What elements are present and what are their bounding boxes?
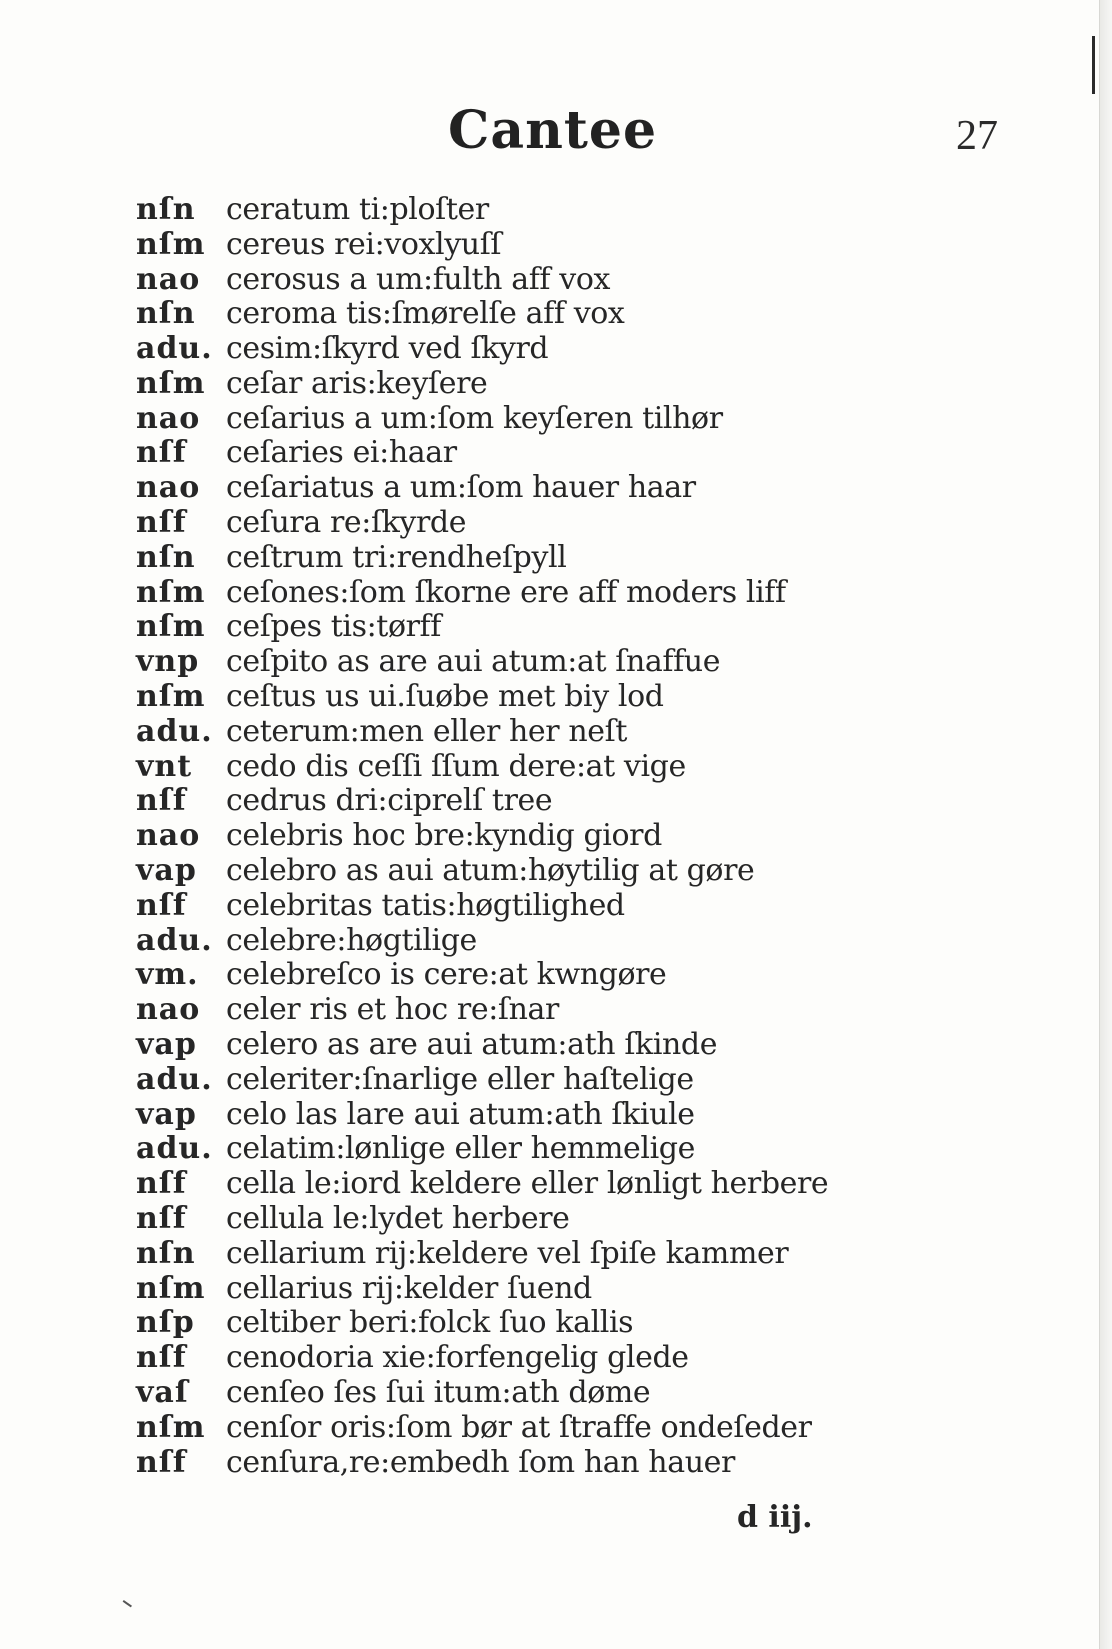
dictionary-entry xyxy=(136,923,1066,958)
grammar-abbreviation: nſf xyxy=(136,1201,187,1237)
entry-definition: celebreſco is cere:at kwngøre xyxy=(226,957,667,993)
entry-definition: cerosus a um:fulth aff vox xyxy=(226,261,610,297)
scan-edge-mark xyxy=(1092,36,1095,94)
entry-definition: cenſeo ſes ſui itum:ath døme xyxy=(226,1375,651,1410)
dictionary-entry xyxy=(136,749,1066,784)
page-number: 27 xyxy=(956,113,998,159)
grammar-abbreviation: vm. xyxy=(136,957,199,993)
entry-definition: cereus rei:voxlyuſſ xyxy=(226,226,502,262)
grammar-abbreviation: nſm xyxy=(136,1409,206,1445)
scan-margin xyxy=(1100,0,1112,1649)
entry-definition: cellula le:lydet herbere xyxy=(226,1201,570,1237)
grammar-abbreviation: nao xyxy=(136,992,201,1028)
entry-definition: celtiber beri:folck ſuo kallis xyxy=(226,1305,634,1341)
grammar-abbreviation: nſm xyxy=(136,574,206,610)
grammar-abbreviation: vap xyxy=(136,853,197,889)
dictionary-entry xyxy=(136,401,1066,436)
grammar-abbreviation: nſn xyxy=(136,191,196,227)
dictionary-entry xyxy=(136,1132,1066,1167)
grammar-abbreviation: adu. xyxy=(136,922,213,958)
dictionary-entry xyxy=(136,470,1066,505)
dictionary-entry xyxy=(136,296,1066,331)
dictionary-entry xyxy=(136,1097,1066,1132)
grammar-abbreviation: adu. xyxy=(136,331,213,367)
dictionary-entry xyxy=(136,610,1066,645)
grammar-abbreviation: nſf xyxy=(136,435,187,471)
dictionary-entry xyxy=(136,192,1066,227)
entry-definition: ceſura re:ſkyrde xyxy=(226,505,467,541)
grammar-abbreviation: adu. xyxy=(136,1131,213,1167)
dictionary-entry xyxy=(136,505,1066,540)
grammar-abbreviation: vap xyxy=(136,1027,197,1063)
entry-definition: celebris hoc bre:kyndig giord xyxy=(226,818,662,854)
dictionary-entry xyxy=(136,436,1066,471)
entry-definition: cenſura,re:embedh ſom han hauer xyxy=(226,1444,735,1480)
dictionary-entry xyxy=(136,1236,1066,1271)
grammar-abbreviation: vap xyxy=(136,1096,197,1132)
dictionary-entry xyxy=(136,331,1066,366)
entry-definition: cellarius rij:kelder ſuend xyxy=(226,1270,592,1306)
entry-definition: ceſtus us ui.ſuøbe met biy lod xyxy=(226,679,664,715)
entry-definition: celo las lare aui atum:ath ſkiule xyxy=(226,1096,695,1132)
dictionary-entry xyxy=(136,1340,1066,1375)
grammar-abbreviation: nao xyxy=(136,261,201,297)
dictionary-entry xyxy=(136,366,1066,401)
dictionary-entry xyxy=(136,644,1066,679)
grammar-abbreviation: nſn xyxy=(136,296,196,332)
entry-definition: cedrus dri:ciprelſ tree xyxy=(226,783,553,819)
dictionary-entry xyxy=(136,1306,1066,1341)
grammar-abbreviation: nao xyxy=(136,818,201,854)
entry-definition: celatim:lønlige eller hemmelige xyxy=(226,1131,695,1167)
grammar-abbreviation: nſn xyxy=(136,1235,196,1271)
dictionary-entry xyxy=(136,1445,1066,1480)
dictionary-entry xyxy=(136,958,1066,993)
entry-definition: ceroma tis:ſmørelſe aff vox xyxy=(226,296,625,332)
entry-definition: cenodoria xie:forfengelig glede xyxy=(226,1340,689,1376)
entry-definition: cellarium rij:keldere vel ſpiſe kammer xyxy=(226,1235,789,1271)
entry-definition: ceſpito as are aui atum:at ſnaffue xyxy=(226,644,721,680)
entry-definition: ceſtrum tri:rendheſpyll xyxy=(226,539,567,575)
dictionary-entry xyxy=(136,1201,1066,1236)
dictionary-entry xyxy=(136,714,1066,749)
entry-definition: ceſaries ei:haar xyxy=(226,435,457,471)
grammar-abbreviation: nao xyxy=(136,470,201,506)
dictionary-entry xyxy=(136,575,1066,610)
entry-definition: celeriter:ſnarlige eller haſtelige xyxy=(226,1061,694,1097)
grammar-abbreviation: vaſ xyxy=(136,1375,189,1410)
dictionary-entry xyxy=(136,1271,1066,1306)
entry-definition: ceſar aris:keyſere xyxy=(226,365,488,401)
grammar-abbreviation: nſf xyxy=(136,887,187,923)
grammar-abbreviation: nſf xyxy=(136,1166,187,1202)
dictionary-entry xyxy=(136,262,1066,297)
dictionary-entry xyxy=(136,853,1066,888)
grammar-abbreviation: nao xyxy=(136,400,201,436)
grammar-abbreviation: nſn xyxy=(136,539,196,575)
grammar-abbreviation: nſf xyxy=(136,1340,187,1376)
entry-definition: celebritas tatis:høgtilighed xyxy=(226,887,625,923)
grammar-abbreviation: nſf xyxy=(136,783,187,819)
dictionary-entry xyxy=(136,888,1066,923)
entry-definition: ceſariatus a um:ſom hauer haar xyxy=(226,470,696,506)
entry-definition: ceterum:men eller her neſt xyxy=(226,713,628,749)
grammar-abbreviation: vnt xyxy=(136,748,193,784)
entry-definition: cesim:ſkyrd ved ſkyrd xyxy=(226,331,549,367)
dictionary-entry xyxy=(136,1410,1066,1445)
grammar-abbreviation: nſm xyxy=(136,365,206,401)
dictionary-entry xyxy=(136,1375,1066,1410)
dictionary-entry xyxy=(136,227,1066,262)
entry-definition: celero as are aui atum:ath ſkinde xyxy=(226,1027,718,1063)
entry-definition: ceratum ti:ploſter xyxy=(226,191,489,227)
dictionary-entries xyxy=(136,192,1066,1479)
entry-definition: celer ris et hoc re:ſnar xyxy=(226,992,559,1028)
grammar-abbreviation: nſf xyxy=(136,1444,187,1480)
grammar-abbreviation: adu. xyxy=(136,1061,213,1097)
dictionary-entry xyxy=(136,1062,1066,1097)
printer-signature: d iij. xyxy=(737,1500,813,1535)
dictionary-entry xyxy=(136,1027,1066,1062)
entry-definition: celebro as aui atum:høytilig at gøre xyxy=(226,853,755,889)
dictionary-entry xyxy=(136,1166,1066,1201)
grammar-abbreviation: nſm xyxy=(136,609,206,645)
entry-definition: ceſpes tis:tørff xyxy=(226,609,441,645)
dictionary-entry xyxy=(136,992,1066,1027)
entry-definition: cenſor oris:ſom bør at ſtraffe ondeſeder xyxy=(226,1409,812,1445)
dictionary-entry xyxy=(136,818,1066,853)
entry-definition: cedo dis ceſſi ſſum dere:at vige xyxy=(226,748,686,784)
grammar-abbreviation: nſm xyxy=(136,226,206,262)
grammar-abbreviation: vnp xyxy=(136,644,200,680)
dictionary-entry xyxy=(136,784,1066,819)
stray-ink-mark xyxy=(118,1600,132,1614)
entry-definition: ceſarius a um:ſom keyſeren tilhør xyxy=(226,400,723,436)
grammar-abbreviation: nſm xyxy=(136,679,206,715)
dictionary-entry xyxy=(136,540,1066,575)
dictionary-entry xyxy=(136,679,1066,714)
grammar-abbreviation: nſf xyxy=(136,505,187,541)
grammar-abbreviation: nſp xyxy=(136,1305,195,1341)
grammar-abbreviation: adu. xyxy=(136,713,213,749)
entry-definition: ceſones:ſom ſkorne ere aff moders liff xyxy=(226,574,786,610)
entry-definition: cella le:iord keldere eller lønligt herbere xyxy=(226,1166,829,1202)
entry-definition: celebre:høgtilige xyxy=(226,922,477,958)
page-title: Cantee xyxy=(448,100,658,161)
grammar-abbreviation: nſm xyxy=(136,1270,206,1306)
